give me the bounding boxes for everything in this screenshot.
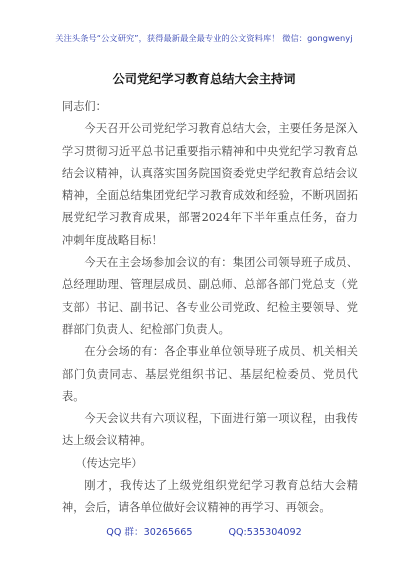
promo-banner: 关注头条号“公文研究”，获得最新最全最专业的公文资料库！ 微信：gongwenyj [55,33,353,43]
contact-footer [0,524,408,538]
qq-number-text: QQ:535304092 [228,527,302,538]
paragraph-closing: 刚才，我传达了上级党组织党纪学习教育总结大会精神，会后，请各单位做好会议精神的再学习、再领会。 [62,479,358,515]
salutation: 同志们： [62,100,107,113]
document-title: 公司党纪学习教育总结大会主持词 [112,72,296,86]
paragraph-agenda: 今天会议共有六项议程，下面进行第一项议程，由我传达上级会议精神。 [62,412,358,448]
paragraph-branch-venue: 在分会场的有：各企事业单位领导班子成员、机关相关部门负责同志、基层党组织书记、基层纪检委员、党员代表。 [62,345,358,403]
stage-note: （传达完毕） [75,456,143,470]
qq-group-text: QQ 群：30265665 [106,527,193,538]
paragraph-main-venue: 今天在主会场参加会议的有：集团公司领导班子成员、总经理助理、管理层成员、副总师、总部各部门党总支（党支部）书记、副书记、各专业公司党政、纪检主要领导、党群部门负责人、纪检部门负责人。 [62,256,358,336]
document-body [62,96,358,520]
paragraph-purpose: 今天召开公司党纪学习教育总结大会，主要任务是深入学习贯彻习近平总书记重要指示精神和中央党纪学习教育总结会议精神，认真落实国务院国资委党史学纪教育总结会议精神，全面总结集团党纪学习教育成效和经验，不断巩固拓展党纪学习教育成果，部署2024年下半年重点任务，奋力冲刺年度战略目标！ [62,122,358,247]
